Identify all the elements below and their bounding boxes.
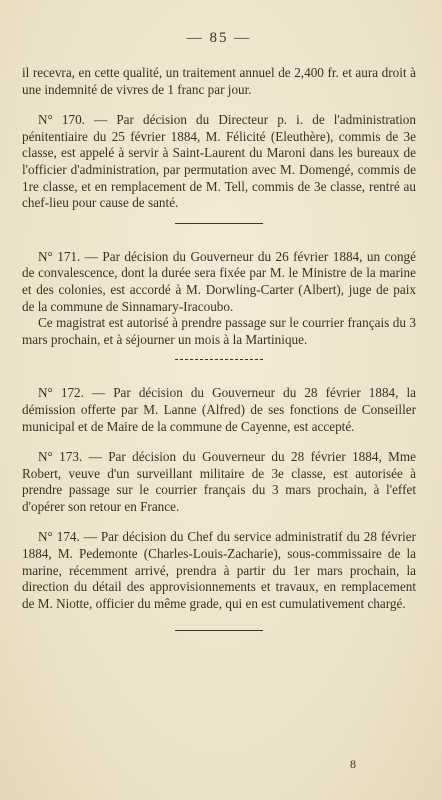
decision-174 [22,529,416,612]
decision-171-continuation-text: Ce magistrat est autorisé à prendre passage sur le courrier français du 3 mars prochain, et à séjourner un mois à la Martinique. [22,315,416,347]
decision-171-continuation [22,315,416,348]
decision-174-text: N° 174. — Par décision du Chef du service administratif du 28 février 1884, M. Pedemonte (Charles-Louis-Zacharie), sous-commissaire de la marine, récemment arrivé, prendra à partir du 1er mars prochain, la direction du détail des approvisionnements et travaux, en remplacement de M. Niotte, officier du même grade, qui en est cumulativement chargé. [22,529,416,611]
decision-170 [22,112,416,212]
decision-170-text: N° 170. — Par décision du Directeur p. i. de l'administration pénitentiaire du 25 février 1884, M. Félicité (Eleuthère), commis de 3e classe, est appelé à servir à Saint-Laurent du Maroni dans les bureaux de l'officier d'administration, par permutation avec M. Domengé, commis de 1re classe, et en remplacement de M. Tell, commis de 3e classe, rentré au chef-lieu pour cause de santé. [22,112,416,211]
decision-171-text: N° 171. — Par décision du Gouverneur du 26 février 1884, un congé de convalescence, dont la durée sera fixée par M. le Ministre de la marine et des colonies, est accordé à M. Dorwling-Carter (Albert), juge de paix de la commune de Sinnamary-Iracoubo. [22,248,416,314]
paragraph-continuation: il recevra, en cette qualité, un traitement annuel de 2,400 fr. et aura droit à une indemnité de vivres de 1 franc par jour. [22,65,416,97]
decision-173 [22,449,416,515]
decision-171 [22,249,416,315]
decision-172 [22,385,416,435]
spacer [22,515,416,529]
spacer [22,371,416,385]
spacer [22,235,416,249]
separator-rule-dashed [175,359,263,360]
separator-rule [175,223,263,224]
separator-rule-bottom [175,630,263,631]
decision-172-text: N° 172. — Par décision du Gouverneur du 28 février 1884, la démission offerte par M. Lanne (Alfred) de ses fonctions de Conseiller municipal et de Maire de la commune de Cayenne, est accepté. [22,385,416,434]
signature-mark: 8 [350,757,356,771]
spacer [22,435,416,449]
decision-173-text: N° 173. — Par décision du Gouverneur du 28 février 1884, Mme Robert, veuve d'un surveillant militaire de 3e classe, est autorisée à prendre passage sur le courrier français du 3 mars prochain, à l'effet d'opérer son retour en France. [22,449,416,514]
page-number: — 85 — [186,30,252,46]
spacer [22,98,416,112]
